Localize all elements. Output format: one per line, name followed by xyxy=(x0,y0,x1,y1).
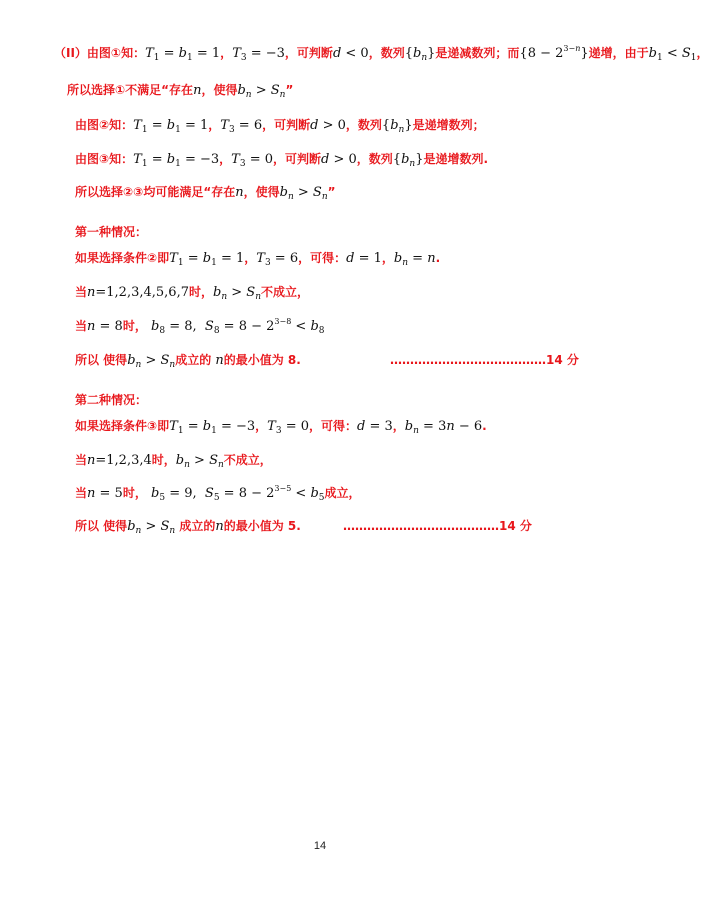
text-segment: 所以 使得 xyxy=(75,519,128,533)
text-segment: ， xyxy=(381,251,394,265)
math-expression: $b_5 = 9$, $S_5 = 8 - 2^{3-5} < b_5$ xyxy=(151,484,325,503)
text-segment: 当 xyxy=(75,285,88,299)
math-expression: $T_1 = b_1 = -3$ xyxy=(169,419,256,436)
page-number: 14 xyxy=(313,840,327,852)
math-expression: $b_n = 3n - 6$ xyxy=(404,419,483,436)
solution-line xyxy=(75,284,309,301)
score-marker: …………………………………14 分 xyxy=(343,519,532,533)
math-expression: $b_n = n$ xyxy=(393,251,436,268)
text-segment: ，可得： xyxy=(298,251,347,265)
solution-line xyxy=(75,518,532,536)
math-expression: $T_1 = b_1 = 1$ xyxy=(133,118,209,135)
text-segment: 由图③知： xyxy=(75,152,134,166)
math-expression: $b_8 = 8$, $S_8 = 8 - 2^{3-8} < b_8$ xyxy=(151,317,325,336)
solution-line xyxy=(75,250,440,267)
text-segment: 是递减数列；而 xyxy=(435,46,520,60)
text-segment: 成立的 xyxy=(175,519,216,533)
text-segment: 是递增数列； xyxy=(412,118,485,132)
text-segment: 成立的 xyxy=(175,353,216,367)
text-segment: 所以选择②③均可能满足“存在 xyxy=(75,185,236,199)
solution-line xyxy=(75,418,487,435)
solution-line xyxy=(75,452,272,469)
text-segment: ，可判断 xyxy=(284,46,333,60)
text-segment: ，数列 xyxy=(356,152,393,166)
text-segment: 是递增数列. xyxy=(423,152,489,166)
text-segment: 当 xyxy=(75,453,88,467)
math-expression: $b_n > S_n$ xyxy=(213,285,261,302)
text-segment: 时， xyxy=(122,486,152,500)
text-segment: 递增，由于 xyxy=(588,46,649,60)
solution-line xyxy=(75,352,579,370)
math-expression: d > 0 xyxy=(310,118,346,133)
solution-line xyxy=(75,151,488,168)
text-segment: ，使得 xyxy=(201,83,238,97)
math-expression: n xyxy=(215,519,224,534)
math-expression: $T_3 = 6$ xyxy=(220,118,263,135)
text-segment: 如果选择条件②即 xyxy=(75,251,170,265)
math-expression: d = 1 xyxy=(346,251,382,266)
math-expression: $T_1 = b_1 = 1$ xyxy=(145,46,221,63)
solution-line xyxy=(75,318,325,335)
math-expression: $b_n > S_n$ xyxy=(127,353,176,370)
text-segment: ” xyxy=(285,83,294,97)
text-segment: 所以选择①不满足“存在 xyxy=(67,83,194,97)
text-segment: ， xyxy=(244,251,257,265)
text-segment: 不成立， xyxy=(261,285,310,299)
text-segment: 的最小值为 8. xyxy=(223,353,301,367)
math-expression: d = 3 xyxy=(357,419,393,434)
math-expression: $T_3 = 0$ xyxy=(231,152,273,169)
math-expression: $T_1 = b_1 = 1$ xyxy=(169,251,245,268)
text-segment: 时， xyxy=(188,285,213,299)
text-segment: 当 xyxy=(75,319,88,333)
text-segment: ” xyxy=(327,185,336,199)
math-expression: n=1,2,3,4 xyxy=(87,453,152,468)
text-segment: 由图②知： xyxy=(75,118,134,132)
text-segment: （II）由图①知： xyxy=(54,46,146,60)
text-segment: 时， xyxy=(122,319,152,333)
solution-line xyxy=(75,392,147,408)
math-expression: $b_n > S_n$ xyxy=(237,83,286,100)
math-expression: $\{b_n\}$ xyxy=(381,118,413,135)
solution-line xyxy=(67,82,293,99)
math-expression: $\{8 - 2^{3-n}\}$ xyxy=(519,44,589,61)
text-segment: ， xyxy=(219,152,232,166)
math-expression: n xyxy=(235,185,244,200)
math-expression: n=1,2,3,4,5,6,7 xyxy=(87,285,189,300)
text-segment: ，可判断 xyxy=(262,118,311,132)
text-segment: ，可得： xyxy=(309,419,358,433)
math-expression: $b_n > S_n$ xyxy=(127,519,176,536)
math-expression: $b_n > S_n$ xyxy=(175,453,224,470)
solution-line xyxy=(75,224,147,240)
math-expression: d < 0 xyxy=(332,46,369,61)
text-segment: 当 xyxy=(75,486,88,500)
solution-line xyxy=(54,45,709,62)
solution-line xyxy=(75,485,361,502)
math-expression: $T_3 = 0$ xyxy=(267,419,309,436)
math-expression: $\{b_n\}$ xyxy=(392,152,424,169)
math-expression: n = 8 xyxy=(87,319,123,334)
text-segment: 的最小值为 5. xyxy=(223,519,301,533)
text-segment: 第二种情况： xyxy=(75,393,148,407)
solution-line xyxy=(75,184,336,201)
math-expression: $T_1 = b_1 = -3$ xyxy=(133,152,220,169)
math-expression: n xyxy=(215,353,224,368)
math-expression: n xyxy=(193,83,202,98)
math-expression: d > 0 xyxy=(321,152,357,167)
solution-line xyxy=(75,117,485,134)
math-expression: $T_3 = -3$ xyxy=(232,46,285,63)
math-expression: n = 5 xyxy=(87,486,123,501)
math-expression: $b_1 < S_1$ xyxy=(648,46,697,63)
score-marker: …………………………………14 分 xyxy=(390,353,579,367)
text-segment: . xyxy=(435,251,441,265)
text-segment: ， xyxy=(392,419,405,433)
text-segment: ， xyxy=(220,46,233,60)
text-segment: ，数列 xyxy=(368,46,405,60)
math-expression: $b_n > S_n$ xyxy=(279,185,328,202)
text-segment: 不成立， xyxy=(223,453,272,467)
text-segment: 如果选择条件③即 xyxy=(75,419,170,433)
text-segment: 时， xyxy=(151,453,176,467)
text-segment: 第一种情况： xyxy=(75,225,148,239)
text-segment: 所以 使得 xyxy=(75,353,128,367)
text-segment: 成立， xyxy=(324,486,361,500)
text-segment: . xyxy=(482,419,487,433)
math-expression: $T_3 = 6$ xyxy=(256,251,299,268)
text-segment: ， xyxy=(208,118,221,132)
text-segment: ，数列 xyxy=(345,118,382,132)
text-segment: ， xyxy=(696,46,709,60)
text-segment: ， xyxy=(255,419,268,433)
text-segment: ，使得 xyxy=(243,185,280,199)
math-expression: $\{b_n\}$ xyxy=(404,46,436,63)
text-segment: ，可判断 xyxy=(273,152,322,166)
